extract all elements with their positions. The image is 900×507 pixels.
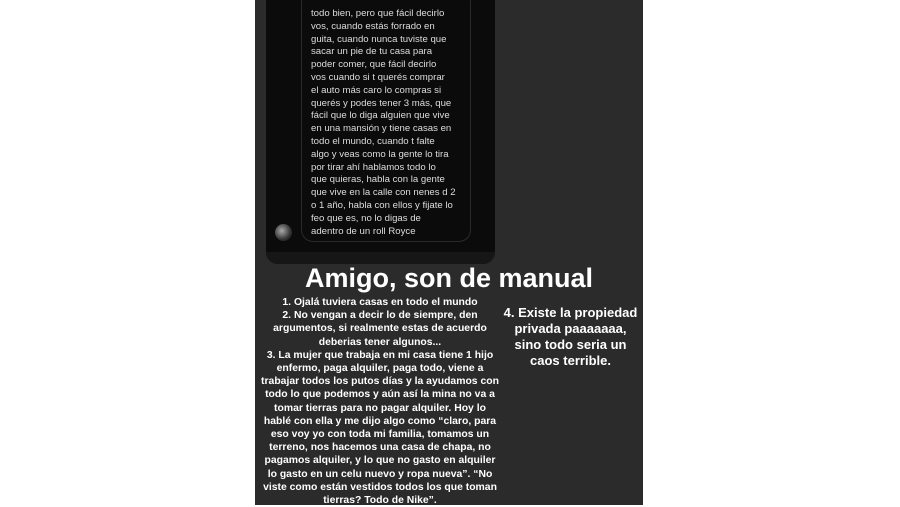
text-line: hablé con ella y me dijo algo como “claro, para [263, 415, 497, 427]
text-line: 4. Existe la propiedad [503, 305, 638, 320]
text-line: todo lo que podemos y aún así la mina no va a [265, 389, 495, 401]
text-line: que quieras, habla con la gente [311, 174, 445, 186]
chat-screenshot [266, 0, 495, 264]
text-line: feo que es, no lo digas de [311, 212, 421, 224]
text-line: eso voy yo con toda mi familia, tomamos un [270, 429, 490, 441]
text-line: sino todo seria un [514, 337, 627, 352]
text-line: lo gasto en un celu nuevo y ropa nueva”. “No [267, 468, 493, 480]
text-line: adentro de un roll Royce [311, 225, 416, 237]
text-line: tierras? Todo de Nike”. [323, 495, 437, 507]
text-line: o 1 año, habla con ellos y fijate lo [311, 199, 453, 211]
text-line: argumentos, si realmente estas de acuerdo [273, 323, 487, 335]
text-line: todo bien, pero que fácil decirlo [311, 8, 445, 19]
message-bubble [301, 0, 471, 242]
text-line: el auto más caro lo compras si [311, 84, 442, 96]
text-line: todo el mundo, cuando t falte [311, 135, 435, 147]
text-line: vos, cuando estás forrado en [311, 20, 435, 32]
avatar [275, 224, 292, 241]
text-line: deberias tener algunos... [318, 336, 442, 348]
text-line: guita, cuando nunca tuviste que [311, 33, 447, 45]
text-line: trabajar todos los putos días y la ayudamos con [261, 376, 499, 388]
story-list [255, 296, 505, 507]
text-line: en una mansión y tiene casas en [311, 123, 452, 135]
text-line: pagamos alquiler, y lo que no gasto en alquiler [264, 455, 496, 467]
story-title: Amigo, son de manual [304, 263, 594, 293]
story-panel [255, 0, 643, 505]
text-line: tomar tierras para no pagar alquiler. Hoy lo [274, 402, 486, 414]
text-line: que vive en la calle con nenes d 2 [311, 187, 456, 199]
text-line: 2. No vengan a decir lo de siempre, den [282, 310, 478, 322]
text-line: querés y podes tener 3 más, que [311, 97, 452, 109]
text-line: 1. Ojalá tuviera casas en todo el mundo [282, 297, 478, 308]
text-line: 3. La mujer que trabaja en mi casa tiene 1 hijo [266, 349, 494, 361]
text-line: terreno, nos hacemos una casa de chapa, no [269, 442, 491, 454]
text-line: enfermo, paga alquiler, paga todo, viene a [276, 363, 484, 375]
text-line: fácil que lo diga alguien que vive [311, 110, 450, 122]
text-line: viste como están vestidos todos los que toman [263, 481, 497, 493]
text-line: privada paaaaaaa, [514, 321, 627, 336]
text-line: vos cuando si t querés comprar [311, 71, 445, 83]
story-side-note [498, 305, 643, 369]
text-line: poder comer, que fácil decirlo [311, 59, 437, 71]
text-line: caos terrible. [530, 353, 611, 368]
text-line: sacar un pie de tu casa para [311, 46, 433, 58]
text-line: algo y veas como la gente lo tira [311, 148, 449, 160]
text-line: por tirar ahí hablamos todo lo [311, 161, 436, 173]
